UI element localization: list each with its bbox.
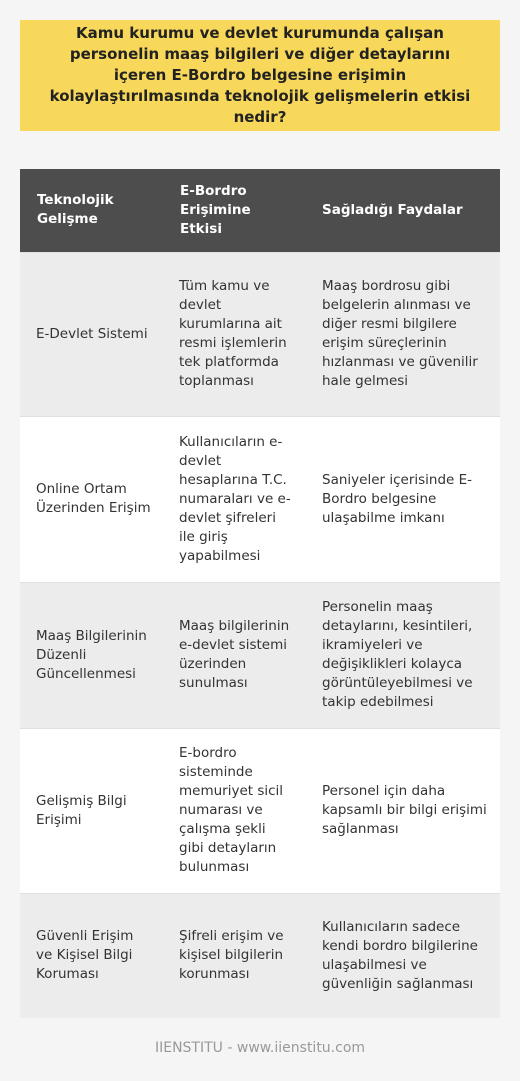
footer-attribution: IIENSTITU - www.iienstitu.com: [154, 1040, 366, 1056]
cell-development: Online Ortam Üzerinden Erişim: [20, 416, 163, 582]
cell-benefit: Personelin maaş detaylarını, kesintileri, ikramiyeleri ve değişiklikleri kolayca görüntüleyebilmesi ve takip edebilmesi: [306, 582, 500, 728]
cell-development: E-Devlet Sistemi: [20, 252, 163, 416]
cell-benefit: Maaş bordrosu gibi belgelerin alınması ve diğer resmi bilgilere erişim süreçlerinin hızlanması ve güvenilir hale gelmesi: [306, 252, 500, 416]
table-row: [20, 582, 500, 728]
question-text: Kamu kurumu ve devlet kurumunda çalışan personelin maaş bilgileri ve diğer detaylarını içeren E-Bordro belgesine erişimin kolaylaştırılmasında teknolojik gelişmelerin etkisi nedir?: [49, 24, 471, 126]
table-row: [20, 728, 500, 893]
cell-effect: Şifreli erişim ve kişisel bilgilerin korunması: [163, 893, 306, 1018]
header-ebordro-effect: E-Bordro Erişimine Etkisi: [163, 169, 306, 252]
cell-effect: E-bordro sisteminde memuriyet sicil numarası ve çalışma şekli gibi detayların bulunması: [163, 728, 306, 893]
cell-effect: Maaş bilgilerinin e-devlet sistemi üzerinden sunulması: [163, 582, 306, 728]
cell-benefit: Saniyeler içerisinde E-Bordro belgesine ulaşabilme imkanı: [306, 416, 500, 582]
cell-development: Gelişmiş Bilgi Erişimi: [20, 728, 163, 893]
header-benefits: Sağladığı Faydalar: [306, 169, 500, 252]
cell-effect: Tüm kamu ve devlet kurumlarına ait resmi işlemlerin tek platformda toplanması: [163, 252, 306, 416]
cell-effect: Kullanıcıların e-devlet hesaplarına T.C. numaraları ve e-devlet şifreleri ile giriş yapabilmesi: [163, 416, 306, 582]
header-technological-development: Teknolojik Gelişme: [20, 169, 163, 252]
cell-development: Maaş Bilgilerinin Düzenli Güncellenmesi: [20, 582, 163, 728]
comparison-table: [20, 169, 500, 1018]
table-row: [20, 252, 500, 416]
cell-benefit: Kullanıcıların sadece kendi bordro bilgilerine ulaşabilmesi ve güvenliğin sağlanması: [306, 893, 500, 1018]
question-banner: [20, 20, 500, 131]
table-row: [20, 416, 500, 582]
cell-development: Güvenli Erişim ve Kişisel Bilgi Koruması: [20, 893, 163, 1018]
table-header-row: [20, 169, 500, 252]
cell-benefit: Personel için daha kapsamlı bir bilgi erişimi sağlanması: [306, 728, 500, 893]
table-row: [20, 893, 500, 1018]
